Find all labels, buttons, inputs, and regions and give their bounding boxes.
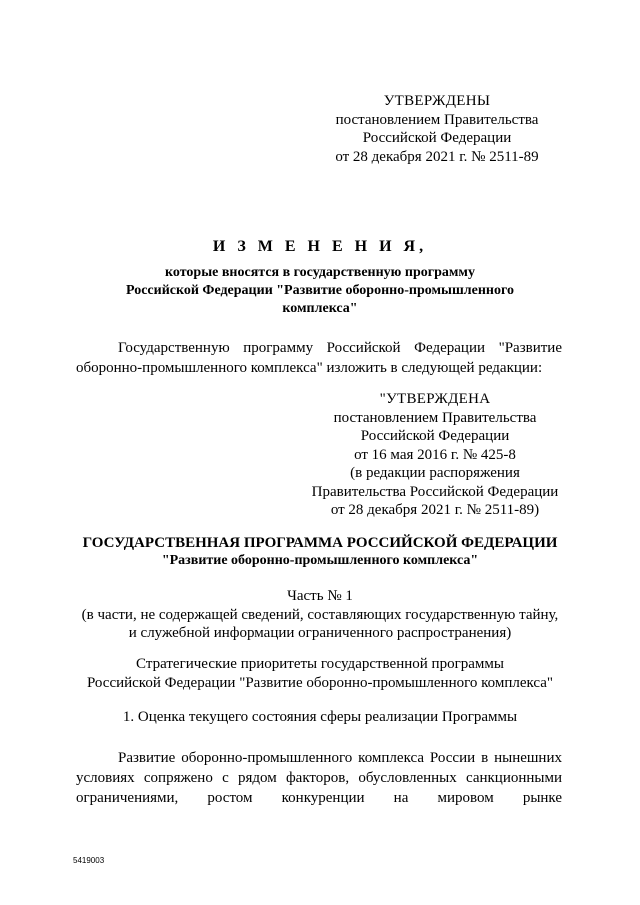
- part-note-line: (в части, не содержащей сведений, составляющих государственную тайну,: [81, 606, 559, 623]
- approval-heading: УТВЕРЖДЕНЫ: [383, 93, 491, 109]
- approval-stamp-inner: [300, 390, 570, 520]
- approval-line: (в редакции распоряжения: [350, 465, 520, 481]
- section-heading-text: 1. Оценка текущего состояния сферы реализации Программы: [122, 709, 518, 725]
- approval-date-line: от 28 декабря 2021 г. № 2511-89): [330, 502, 540, 518]
- approval-line: постановлением Правительства: [333, 409, 537, 426]
- document-code: 5419003: [73, 856, 105, 865]
- priorities-line: Стратегические приоритеты государственной программы: [136, 656, 504, 672]
- approval-date-line: от 28 декабря 2021 г. № 2511-89: [335, 148, 539, 165]
- part-block: [0, 587, 640, 643]
- approval-line: Правительства Российской Федерации: [311, 483, 559, 500]
- approval-stamp-top: [322, 92, 552, 166]
- changes-subtitle: [70, 264, 570, 318]
- body-line-2: условиях сопряжено с рядом факторов, обусловленных санкционными: [76, 770, 562, 786]
- changes-subtitle-line: комплекса": [282, 301, 358, 316]
- program-title: [0, 534, 640, 570]
- part-note-line: и служебной информации ограниченного распространения): [128, 625, 512, 641]
- changes-subtitle-line: Российской Федерации "Развитие оборонно-промышленного: [126, 283, 514, 298]
- approval-line: постановлением Правительства: [335, 111, 539, 128]
- program-title-main: ГОСУДАРСТВЕННАЯ ПРОГРАММА РОССИЙСКОЙ ФЕДЕРАЦИИ: [82, 535, 558, 551]
- priorities-heading: [0, 655, 640, 692]
- intro-line-1: Государственную программу Российской Федерации "Развитие: [118, 340, 562, 356]
- changes-subtitle-line: которые вносятся в государственную программу: [165, 265, 475, 280]
- approval-heading: "УТВЕРЖДЕНА: [379, 391, 491, 407]
- section-heading: [0, 708, 640, 727]
- approval-line: Российской Федерации: [360, 428, 510, 444]
- approval-line: Российской Федерации: [362, 130, 512, 146]
- priorities-line: Российской Федерации "Развитие оборонно-промышленного комплекса": [86, 674, 554, 691]
- program-title-sub: "Развитие оборонно-промышленного комплекса": [161, 553, 479, 568]
- body-line-3: ограничениями, ростом конкуренции на мировом рынке: [76, 790, 562, 806]
- approval-date-line: от 16 мая 2016 г. № 425-8: [354, 446, 516, 463]
- body-line-1: Развитие оборонно-промышленного комплекса России в нынешних: [118, 750, 562, 766]
- intro-line-2: оборонно-промышленного комплекса" изложить в следующей редакции:: [76, 360, 543, 376]
- part-label: Часть № 1: [287, 588, 353, 604]
- changes-title: И З М Е Н Е Н И Я,: [212, 238, 428, 255]
